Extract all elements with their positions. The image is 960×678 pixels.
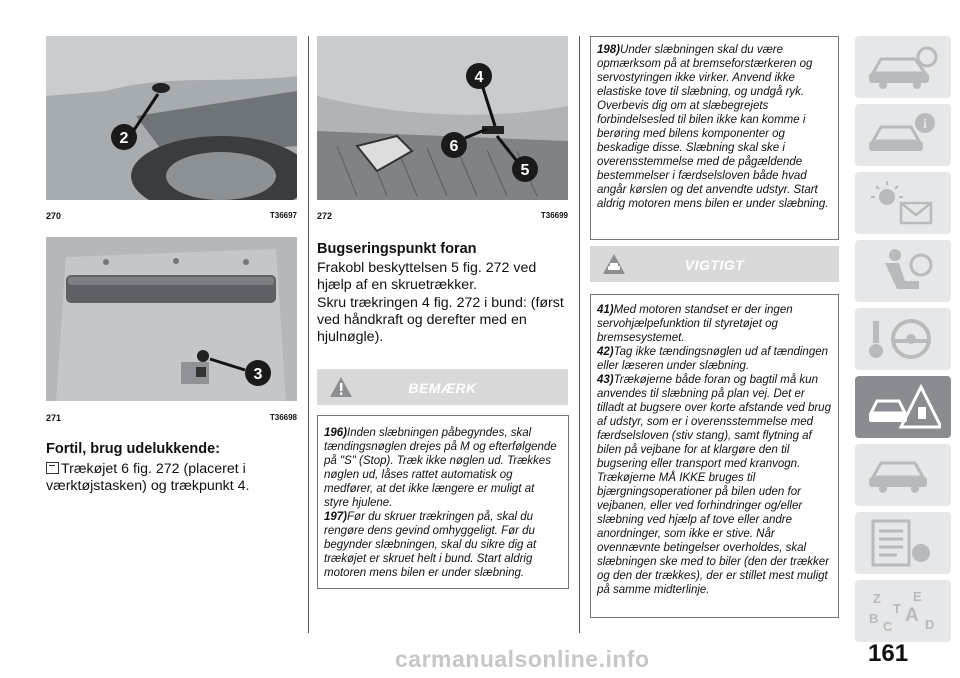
warning-item <box>597 345 832 373</box>
tab-car-info[interactable] <box>855 36 951 98</box>
column-divider-2 <box>579 36 580 633</box>
index-letter: E <box>913 589 922 604</box>
figure-number: 270 <box>46 211 62 221</box>
figure-272-marker-5: 5 <box>520 162 530 179</box>
warning-number: 41) <box>597 304 614 316</box>
toolbox-icon <box>46 462 59 474</box>
warning-text: Med motoren standset er der ingen servohjælpefunktion til styretøjet og bremsesystemet. <box>597 304 793 344</box>
index-letter: T <box>893 601 901 616</box>
warning-text: Trækøjerne både foran og bagtil må kun anvendes til slæbning på plan vej. Det er tilladt at bugsere over korte afstande ved brug af udstyr, som er i overensstemmelse med færdselsloven (stiv stang), samt flytning af bilen på vejbane for at klargøre den til bugsering eller transport med kranvogn. Trækøjerne MÅ IKKE bruges til bjærgningsoperationer på bilen uden for vejbanen, eller ved forhindringer og/eller slæbning ved hjælp af tove eller andre anordninger, som ikke er stive. Når ovennævnte betingelser overholdes, skal slæbningen ske med to biler (den der trækker og den der trækkes), der er stillet mest muligt på samme midterlinje. <box>597 374 831 596</box>
car-icon <box>865 43 941 91</box>
figure-271-image <box>46 237 297 401</box>
tab-specifications[interactable] <box>855 512 951 574</box>
note-box <box>317 415 569 589</box>
seat-airbag-icon <box>865 247 941 295</box>
tab-lights-message[interactable] <box>855 172 951 234</box>
figure-272-caption <box>317 211 568 221</box>
figure-270-marker: 2 <box>119 130 129 147</box>
warning-banner-title: VIGTIGT <box>684 257 745 273</box>
column-divider-1 <box>308 36 309 633</box>
middle-heading: Bugseringspunkt foran <box>317 241 477 257</box>
index-letter: D <box>925 617 935 632</box>
tab-car-info-i[interactable] <box>855 104 951 166</box>
watermark: carmanualsonline.info <box>395 646 650 672</box>
svg-text:i: i <box>923 117 927 132</box>
figure-code: T36698 <box>269 413 297 422</box>
figure-code: T36699 <box>540 211 568 220</box>
middle-para-2: Skru trækringen 4 fig. 272 i bund: (først ved håndkraft og derefter med en hjulnøgle). <box>317 295 564 345</box>
page-number: 161 <box>868 640 909 667</box>
note-box-top <box>590 36 839 240</box>
note-number: 198) <box>597 44 621 56</box>
warning-item <box>597 303 832 345</box>
tab-emergency[interactable] <box>855 376 951 438</box>
emergency-icon <box>865 383 941 431</box>
key-steering-icon <box>865 315 941 363</box>
note-text: Under slæbningen skal du være opmærksom på at bremseforstærkeren og servostyringen ikke virker. Anvend ikke elastiske tove til slæbning, og undgå ryk. Overbevis dig om at slæbegrejets forbindelsesled til bilen ikke kan komme i berøring med bilens komponenter og beskadige disse. Slæbning skal ske i overensstemmelse med de pågældende bestemmelser i færdselsloven både hvad angår kørslen og det anvendte udstyr. Start aldrig motoren mens bilen er under slæbning. <box>597 44 829 210</box>
warning-banner <box>590 246 839 282</box>
figure-270-image <box>46 36 297 200</box>
lights-message-icon <box>865 179 941 227</box>
note-item <box>597 43 832 211</box>
figure-270-caption <box>46 211 297 221</box>
figure-272-marker-4: 4 <box>474 69 484 86</box>
car-info-icon <box>865 111 941 159</box>
warning-box <box>590 294 839 618</box>
note-text: Før du skruer trækringen på, skal du rengøre dens gevind omhyggeligt. Før du begynder slæbningen, skal du sikre dig at trækøjet er skruet helt i bund. Start aldrig motoren mens bilen er under slæbning. <box>324 511 537 579</box>
warning-item <box>597 373 832 597</box>
specifications-icon <box>865 519 941 567</box>
tab-key-steering[interactable] <box>855 308 951 370</box>
left-heading: Fortil, brug udelukkende: <box>46 441 221 457</box>
left-text: Trækøjet 6 fig. 272 (placeret i værktøjstasken) og trækpunkt 4. <box>46 461 250 494</box>
index-icon <box>865 587 941 635</box>
figure-code: T36697 <box>269 211 297 220</box>
car-maintenance-icon <box>865 451 941 499</box>
warning-number: 43) <box>597 374 614 386</box>
figure-number: 272 <box>317 211 333 221</box>
warning-number: 42) <box>597 346 614 358</box>
index-letter: C <box>883 619 893 634</box>
index-letter: A <box>905 605 919 626</box>
index-letter: Z <box>873 591 881 606</box>
warning-text: Tag ikke tændingsnøglen ud af tændingen eller læseren under slæbning. <box>597 346 829 372</box>
tab-index[interactable] <box>855 580 951 642</box>
note-item <box>324 426 562 510</box>
index-letter: B <box>869 611 879 626</box>
tab-seat-airbag[interactable] <box>855 240 951 302</box>
figure-271-marker: 3 <box>253 366 263 383</box>
left-body-text <box>46 461 301 495</box>
figure-271-caption <box>46 413 297 423</box>
figure-272-marker-6: 6 <box>449 138 459 155</box>
note-number: 196) <box>324 427 348 439</box>
figure-number: 271 <box>46 413 62 423</box>
note-banner-title: BEMÆRK <box>408 380 477 396</box>
note-item <box>324 510 562 580</box>
note-number: 197) <box>324 511 348 523</box>
figure-272-image <box>317 36 568 200</box>
tab-car-maintenance[interactable] <box>855 444 951 506</box>
middle-para-1: Frakobl beskyttelsen 5 fig. 272 ved hjælp af en skruetrækker. <box>317 260 537 293</box>
note-text: Inden slæbningen påbegyndes, skal tændingsnøglen drejes på M og efterfølgende på "S" (Stop). Træk ikke nøglen ud. Trækkes nøglen ud, låses rattet automatisk og medfører, at det ikke længere er muligt at styre hjulene. <box>324 427 557 509</box>
note-banner <box>317 369 568 405</box>
